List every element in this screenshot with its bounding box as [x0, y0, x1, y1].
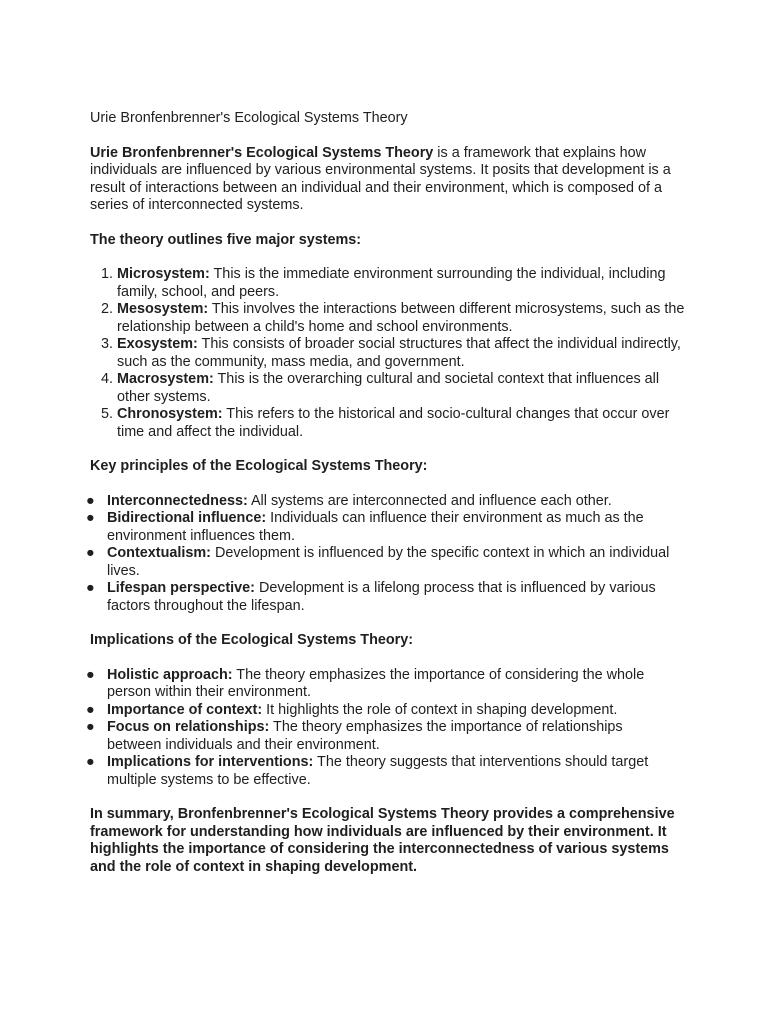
list-item [86, 492, 673, 511]
systems-heading: The theory outlines five major systems: [90, 231, 362, 248]
list-item-term: Chronosystem: [117, 406, 223, 422]
bullet-icon: ● [86, 545, 95, 561]
principles-list [73, 493, 673, 616]
list-item [117, 266, 690, 301]
bullet-icon: ● [86, 701, 95, 718]
bullet-icon: ● [86, 510, 95, 526]
systems-list [90, 266, 690, 441]
list-item-term: Bidirectional influence: [107, 510, 267, 526]
list-item-term: Focus on relationships: [107, 719, 270, 735]
list-item [86, 701, 673, 720]
list-item-term: Holistic approach: [107, 666, 233, 683]
list-item-text: The theory suggests that interventions should target multiple systems to be effective. [107, 754, 649, 788]
list-item-text: This involves the interactions between different microsystems, such as the relationship between a child's home and school environments. [117, 301, 685, 335]
bullet-icon: ● [86, 580, 95, 596]
list-item-text: This refers to the historical and socio-cultural changes that occur over time and affect the individual. [117, 406, 670, 440]
bullet-icon: ● [86, 719, 95, 735]
intro-paragraph [90, 145, 690, 215]
list-item-text: This consists of broader social structures that affect the individual indirectly, such as the community, mass media, and government. [117, 336, 681, 370]
list-item-term: Contextualism: [107, 545, 211, 561]
list-item-text: This is the overarching cultural and societal context that influences all other systems. [117, 371, 660, 405]
implications-list [73, 667, 673, 790]
list-item [86, 666, 673, 702]
principles-heading: Key principles of the Ecological Systems Theory: [90, 458, 428, 474]
list-item [86, 719, 673, 754]
list-item-text: The theory emphasizes the importance of considering the whole person within their environment. [107, 666, 645, 700]
list-item-text: Development is a lifelong process that is influenced by various factors throughout the lifespan. [107, 580, 656, 614]
list-item-term: Mesosystem: [117, 301, 209, 317]
bullet-icon: ● [86, 492, 95, 509]
document-title: Urie Bronfenbrenner's Ecological Systems Theory [90, 110, 408, 126]
list-item-text: All systems are interconnected and influence each other. [247, 492, 612, 509]
list-item-text: This is the immediate environment surrounding the individual, including family, school, and peers. [117, 266, 666, 300]
list-item [117, 406, 690, 441]
bullet-icon: ● [86, 754, 95, 770]
list-item-term: Macrosystem: [117, 371, 214, 387]
intro-bold-lead: Urie Bronfenbrenner's Ecological Systems Theory [90, 144, 434, 161]
implications-heading: Implications of the Ecological Systems Theory: [90, 632, 414, 648]
list-item-term: Lifespan perspective: [107, 580, 255, 596]
intro-text: is a framework that explains how individuals are influenced by various environmental systems. It posits that development is a result of interactions between an individual and their environment, which is composed of a series of interconnected systems. [90, 144, 671, 213]
list-item-text: The theory emphasizes the importance of relationships between individuals and their environment. [107, 719, 623, 753]
list-item-text: It highlights the role of context in shaping development. [262, 701, 618, 718]
list-item-term: Exosystem: [117, 336, 198, 352]
list-item [117, 301, 690, 336]
list-item [117, 336, 690, 371]
bullet-icon: ● [86, 666, 95, 683]
list-item [86, 510, 673, 545]
list-item-term: Importance of context: [107, 701, 263, 718]
list-item-term: Microsystem: [117, 266, 210, 282]
list-item-term: Implications for interventions: [107, 754, 314, 770]
list-item [86, 545, 673, 580]
summary-paragraph: In summary, Bronfenbrenner's Ecological Systems Theory provides a comprehensive framework for understanding how individuals are influenced by their environment. It highlights the importance of considering the interconnectedness of various systems and the role of context in shaping development. [90, 806, 675, 875]
document-page [86, 110, 690, 876]
list-item-text: Development is influenced by the specific context in which an individual lives. [107, 545, 670, 579]
list-item-text: Individuals can influence their environment as much as the environment influences them. [107, 510, 644, 544]
list-item-term: Interconnectedness: [107, 492, 248, 509]
list-item [86, 754, 673, 789]
list-item [117, 371, 690, 406]
list-item [86, 580, 673, 615]
